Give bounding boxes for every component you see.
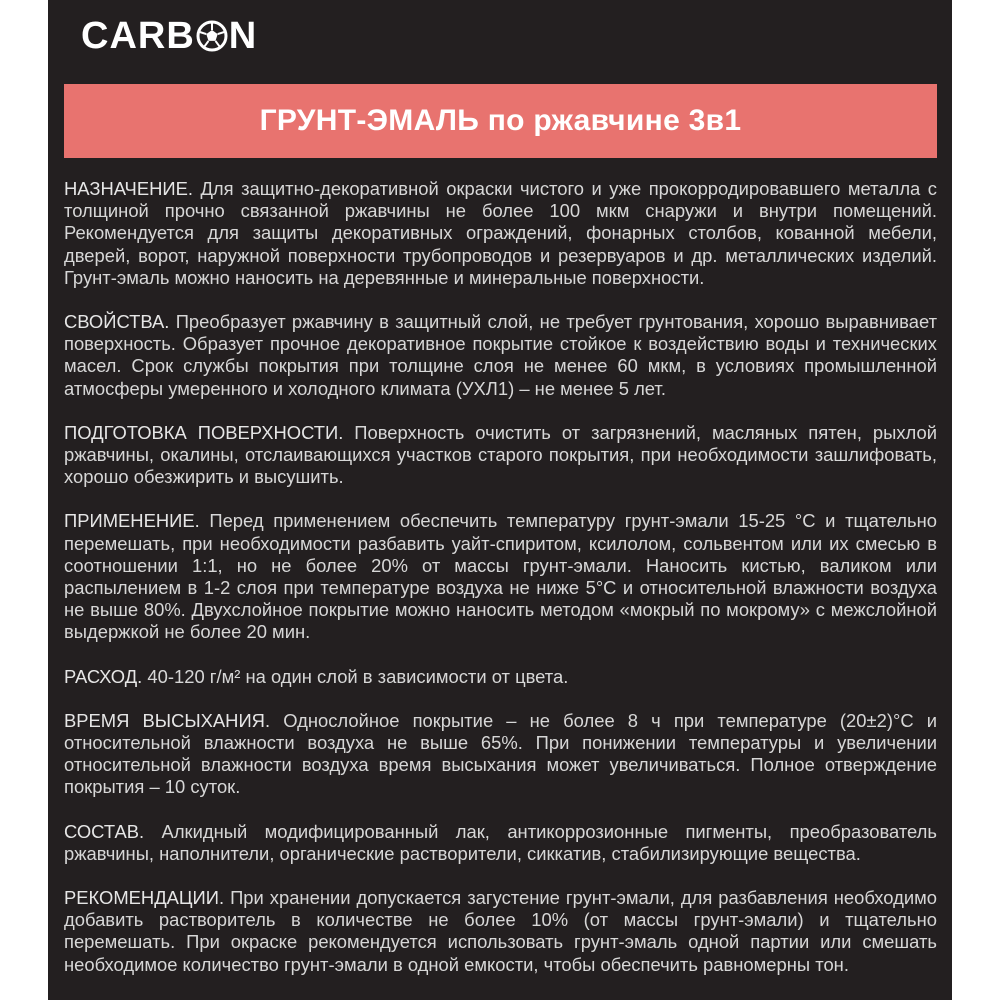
section-recommendations bbox=[64, 887, 937, 976]
section-application bbox=[64, 510, 937, 643]
title-banner bbox=[64, 84, 937, 158]
section-label: НАЗНАЧЕНИЕ. bbox=[64, 178, 193, 199]
section-label: ПРИМЕНЕНИЕ. bbox=[64, 510, 200, 532]
section-label: СВОЙСТВА. bbox=[64, 311, 170, 333]
product-title: ГРУНТ-ЭМАЛЬ по ржавчине 3в1 bbox=[259, 104, 742, 137]
section-text: При хранении допускается загустение грунт-эмали, для разбавления необходимо добавить растворитель в количестве не более 10% (от массы грунт-эмали) и тщательно перемешать. При окраске рекомендуется использовать грунт-эмаль одной партии или смешать необходимое количество грунт-эмали в одной емкости, чтобы обеспечить равномерны тон. bbox=[64, 887, 937, 975]
section-label: СОСТАВ. bbox=[64, 820, 145, 842]
section-text: 40-120 г/м² на один слой в зависимости от цвета. bbox=[147, 665, 569, 687]
section-consumption bbox=[64, 666, 937, 688]
section-drying-time bbox=[64, 710, 937, 799]
section-label: РАСХОД. bbox=[64, 665, 143, 687]
section-composition bbox=[64, 821, 937, 865]
section-purpose bbox=[64, 178, 937, 289]
description-sections bbox=[64, 178, 937, 998]
section-text: Поверхность очистить от загрязнений, масляных пятен, рыхлой ржавчины, окалины, отслаивающихся участков старого покрытия, при необходимости зашлифовать, хорошо обезжирить и высушить. bbox=[64, 421, 937, 488]
section-label: РЕКОМЕНДАЦИИ. bbox=[64, 887, 225, 909]
soccer-ball-icon bbox=[196, 20, 228, 52]
section-text: Для защитно-декоративной окраски чистого и уже прокорродировавшего металла с толщиной прочно связанной ржавчины не более 100 мкм снаружи и внутри помещений. Рекомендуется для защиты декоративных ограждений, фонарных столбов, кованной мебели, дверей, ворот, наружной поверхности трубопроводов и резервуаров и др. металлических изделий. Грунт-эмаль можно наносить на деревянные и минеральные поверхности. bbox=[64, 178, 937, 288]
section-text: Преобразует ржавчину в защитный слой, не требует грунтования, хорошо выравнивает поверхность. Образует прочное декоративное покрытие стойкое к воздействию воды и технических масел. Срок службы покрытия при толщине слоя не менее 60 мкм, в условиях промышленной атмосферы умеренного и холодного климата (УХЛ1) – не менее 5 лет. bbox=[64, 311, 937, 399]
brand-text-part1: CARB bbox=[81, 14, 195, 57]
section-label: ВРЕМЯ ВЫСЫХАНИЯ. bbox=[64, 709, 271, 731]
brand-text-part2: N bbox=[228, 14, 258, 57]
brand-logo bbox=[81, 14, 257, 58]
section-properties bbox=[64, 311, 937, 400]
section-label: ПОДГОТОВКА ПОВЕРХНОСТИ. bbox=[64, 421, 344, 443]
product-card bbox=[48, 0, 952, 1000]
section-text: Алкидный модифицированный лак, антикоррозионные пигменты, преобразователь ржавчины, наполнители, органические растворители, сиккатив, стабилизирующие вещества. bbox=[64, 820, 937, 864]
section-surface-preparation bbox=[64, 422, 937, 489]
section-text: Однослойное покрытие – не более 8 ч при температуре (20±2)°С и относительной влажности воздуха не выше 65%. При понижении температуры и увеличении относительной влажности воздуха время высыхания может увеличиваться. Полное отверждение покрытия – 10 суток. bbox=[64, 709, 937, 798]
section-text: Перед применением обеспечить температуру грунт-эмали 15-25 °С и тщательно перемешать, при необходимости разбавить уайт-спиритом, ксилолом, сольвентом или их смесью в соотношении 1:1, но не более 20% от массы грунт-эмали. Наносить кистью, валиком или распылением в 1-2 слоя при температуре воздуха не ниже 5°С и относительной влажности воздуха не выше 80%. Двухслойное покрытие можно наносить методом «мокрый по мокрому» с межслойной выдержкой не более 20 мин. bbox=[64, 510, 937, 643]
